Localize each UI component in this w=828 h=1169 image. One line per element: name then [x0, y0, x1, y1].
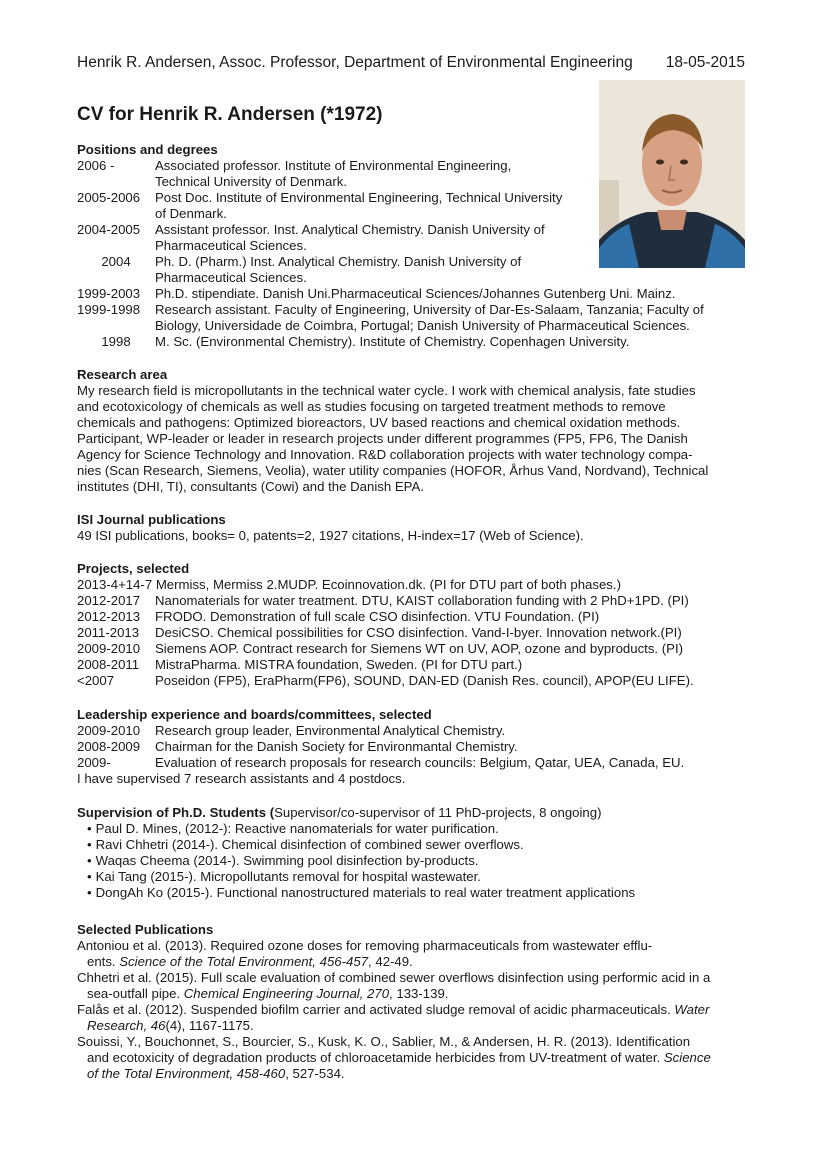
project-text: Siemens AOP. Contract research for Siemens WT on UV, AOP, ozone and byproducts. (PI)	[155, 641, 684, 656]
project-text: DesiCSO. Chemical possibilities for CSO disinfection. Vand-I-byer. Innovation network.(PI)	[155, 625, 682, 640]
project-year: 2009-2010	[77, 641, 141, 656]
leadership-year: 2009-	[77, 755, 111, 770]
position-year: 1998	[101, 334, 131, 349]
position-text: Associated professor. Institute of Environmental Engineering,	[155, 158, 512, 173]
publication-pages: , 133-139.	[389, 986, 449, 1001]
project-year: 2011-2013	[77, 625, 140, 640]
publication-text-cont: and ecotoxicity of degradation products of chloroacetamide herbicides from UV-treatment of water.	[87, 1050, 664, 1065]
isi-heading: ISI Journal publications	[77, 512, 226, 527]
position-text: M. Sc. (Environmental Chemistry). Institute of Chemistry. Copenhagen University.	[155, 334, 630, 349]
project-year: 2012-2017	[77, 593, 141, 608]
supervision-heading-detail: Supervisor/co-supervisor of 11 PhD-projects, 8 ongoing)	[274, 805, 602, 820]
position-text: Ph. D. (Pharm.) Inst. Analytical Chemistry. Danish University of	[155, 254, 522, 269]
publication-journal: Science of the Total Environment, 456-457	[119, 954, 369, 969]
position-year: 1999-1998	[77, 302, 141, 317]
project-row	[77, 657, 757, 673]
leadership-text: Evaluation of research proposals for research councils: Belgium, Qatar, UEA, Canada, EU.	[155, 755, 685, 770]
publication-text: Chhetri et al. (2015). Full scale evaluation of combined sewer overflows disinfection using performic acid in a	[77, 970, 711, 985]
leadership-heading: Leadership experience and boards/committees, selected	[77, 707, 432, 722]
list-item: • DongAh Ko (2015-). Functional nanostructured materials to real water treatment applications	[77, 885, 757, 901]
research-line: institutes (DHI, TI), consultants (Cowi) and the Danish EPA.	[77, 479, 424, 494]
publication-item	[77, 938, 747, 970]
isi-section	[77, 512, 584, 544]
publication-text: Falås et al. (2012). Suspended biofilm carrier and activated sludge removal of acidic pharmaceuticals.	[77, 1002, 675, 1017]
supervision-section	[77, 805, 757, 901]
research-line: Agency for Science Technology and Innovation. R&D collaboration projects with water technology compa-	[77, 447, 693, 462]
publication-text-cont: sea-outfall pipe.	[87, 986, 184, 1001]
publications-section	[77, 922, 757, 1082]
publication-journal-start: Water	[674, 1002, 710, 1017]
position-text: Research assistant. Faculty of Engineering, University of Dar-Es-Salaam, Tanzania; Faculty of	[155, 302, 704, 317]
publication-item	[77, 970, 747, 1002]
position-year: 2005-2006	[77, 190, 141, 205]
position-year: 2006 -	[77, 158, 115, 173]
supervision-heading: Supervision of Ph.D. Students (	[77, 805, 275, 820]
research-section	[77, 367, 739, 495]
research-line: My research field is micropollutants in the technical water cycle. I work with chemical analysis, fate studies	[77, 383, 696, 398]
research-line: and ecotoxicology of chemicals as well as studies focusing on targeted treatment methods to remove	[77, 399, 666, 414]
project-row	[77, 673, 757, 689]
project-row	[77, 609, 757, 625]
position-row	[77, 190, 757, 222]
research-line: chemicals and pathogens: Optimized bioreactors, UV based reactions and chemical oxidation methods.	[77, 415, 681, 430]
publication-journal-start: Science	[663, 1050, 711, 1065]
project-text: Poseidon (FP5), EraPharm(FP6), SOUND, DAN-ED (Danish Res. council), APOP(EU LIFE).	[155, 673, 694, 688]
projects-section	[77, 561, 757, 689]
position-text-cont: Pharmaceutical Sciences.	[155, 238, 307, 253]
position-text-cont: Technical University of Denmark.	[155, 174, 348, 189]
publication-pages: , 42-49.	[368, 954, 413, 969]
publication-item	[77, 1002, 747, 1034]
leadership-row	[77, 755, 757, 771]
publication-text-cont: ents.	[87, 954, 120, 969]
project-row	[77, 593, 757, 609]
research-line: nies (Scan Research, Siemens, Veolia), water utility companies (HOFOR, Århus Vand, Nordvand), Technical	[77, 463, 709, 478]
leadership-text: Research group leader, Environmental Analytical Chemistry.	[155, 723, 506, 738]
leadership-section	[77, 707, 757, 787]
project-text: Nanomaterials for water treatment. DTU, KAIST collaboration funding with 2 PhD+1PD. (PI)	[155, 593, 689, 608]
position-year: 2004	[101, 254, 131, 269]
publication-journal: of the Total Environment, 458-460	[87, 1066, 286, 1081]
position-text: Ph.D. stipendiate. Danish Uni.Pharmaceutical Sciences/Johannes Gutenberg Uni. Mainz.	[155, 286, 676, 301]
publication-journal: Chemical Engineering Journal, 270	[183, 986, 390, 1001]
project-row-first: 2013-4+14-7 Mermiss, Mermiss 2.MUDP. Ecoinnovation.dk. (PI for DTU part of both phases.)	[77, 577, 621, 592]
project-row	[77, 625, 757, 641]
publication-pages: , 527-534.	[285, 1066, 345, 1081]
project-year: 2012-2013	[77, 609, 141, 624]
leadership-text: Chairman for the Danish Society for Environmantal Chemistry.	[155, 739, 518, 754]
header-affiliation: Henrik R. Andersen, Assoc. Professor, Department of Environmental Engineering	[77, 54, 633, 71]
list-item: • Kai Tang (2015-). Micropollutants removal for hospital wastewater.	[77, 869, 757, 885]
positions-heading: Positions and degrees	[77, 142, 218, 157]
position-row	[77, 302, 757, 334]
position-text-cont: of Denmark.	[155, 206, 227, 221]
list-item: • Waqas Cheema (2014-). Swimming pool disinfection by-products.	[77, 853, 757, 869]
research-line: Participant, WP-leader or leader in research projects under different programmes (FP5, FP6, The Danish	[77, 431, 688, 446]
positions-section	[77, 142, 757, 350]
page-header	[77, 54, 745, 72]
leadership-note: I have supervised 7 research assistants and 4 postdocs.	[77, 771, 406, 786]
leadership-year: 2009-2010	[77, 723, 141, 738]
projects-heading: Projects, selected	[77, 561, 190, 576]
position-row	[77, 222, 757, 254]
publication-item	[77, 1034, 747, 1082]
research-heading: Research area	[77, 367, 168, 382]
position-text-cont: Pharmaceutical Sciences.	[155, 270, 307, 285]
project-year: 2008-2011	[77, 657, 140, 672]
position-row	[77, 334, 757, 350]
publications-heading: Selected Publications	[77, 922, 214, 937]
header-date: 18-05-2015	[665, 54, 745, 71]
publication-text: Souissi, Y., Bouchonnet, S., Bourcier, S., Kusk, K. O., Sablier, M., & Andersen, H. R. (2013). Identification	[77, 1034, 691, 1049]
position-row	[77, 158, 757, 190]
leadership-row	[77, 723, 757, 739]
position-row	[77, 286, 757, 302]
project-text: FRODO. Demonstration of full scale CSO disinfection. VTU Foundation. (PI)	[155, 609, 600, 624]
leadership-row	[77, 739, 757, 755]
project-year: <2007	[77, 673, 115, 688]
publication-text: Antoniou et al. (2013). Required ozone doses for removing pharmaceuticals from wastewater efflu-	[77, 938, 653, 953]
cv-title: CV for Henrik R. Andersen (*1972)	[77, 104, 383, 125]
project-row	[77, 641, 757, 657]
position-row	[77, 254, 757, 286]
position-year: 2004-2005	[77, 222, 141, 237]
position-year: 1999-2003	[77, 286, 141, 301]
position-text: Post Doc. Institute of Environmental Engineering, Technical University	[155, 190, 563, 205]
leadership-year: 2008-2009	[77, 739, 141, 754]
supervision-list	[77, 821, 757, 901]
publication-pages: (4), 1167-1175.	[165, 1018, 254, 1033]
list-item: • Ravi Chhetri (2014-). Chemical disinfection of combined sewer overflows.	[77, 837, 757, 853]
position-text: Assistant professor. Inst. Analytical Chemistry. Danish University of	[155, 222, 545, 237]
project-text: MistraPharma. MISTRA foundation, Sweden. (PI for DTU part.)	[155, 657, 523, 672]
isi-text: 49 ISI publications, books= 0, patents=2, 1927 citations, H-index=17 (Web of Science).	[77, 528, 584, 543]
publication-journal: Research, 46	[87, 1018, 166, 1033]
position-text-cont: Biology, Universidade de Coimbra, Portugal; Danish University of Pharmaceutical Sciences.	[155, 318, 690, 333]
list-item: • Paul D. Mines, (2012-): Reactive nanomaterials for water purification.	[77, 821, 757, 837]
